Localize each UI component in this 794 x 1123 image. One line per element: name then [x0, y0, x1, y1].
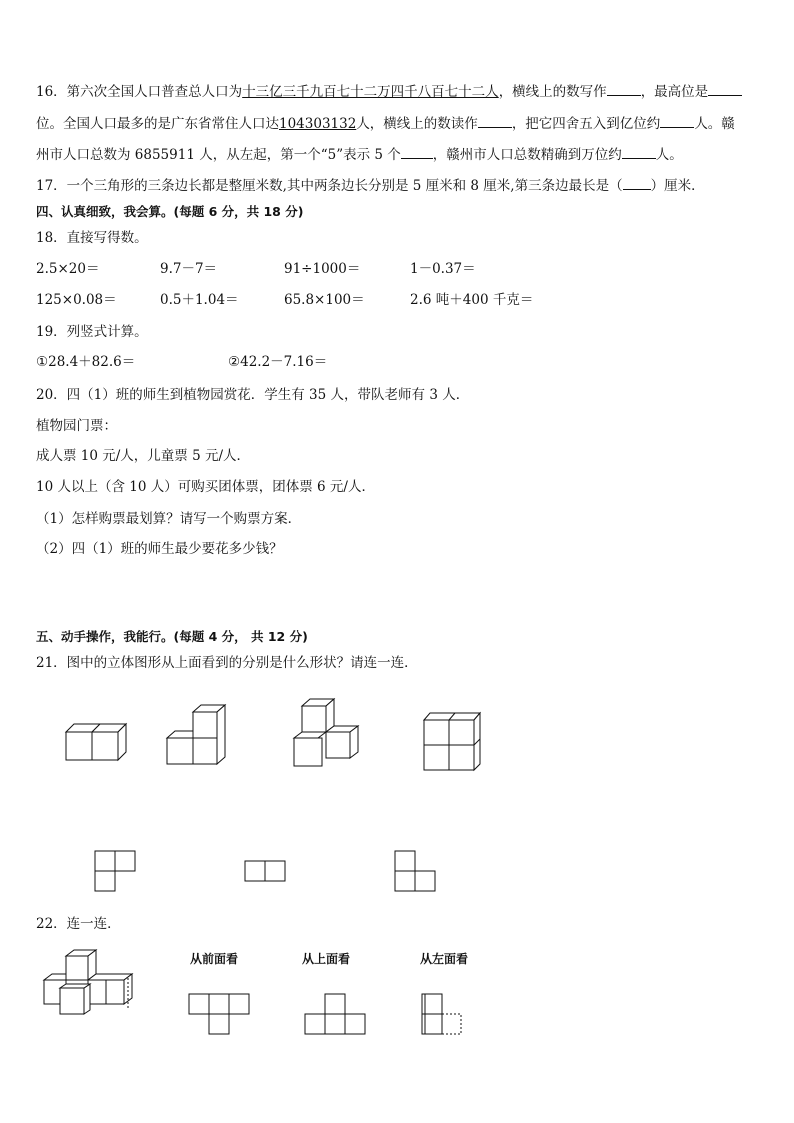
q20-line4: 10 人以上（含 10 人）可购买团体票，团体票 6 元/人． — [36, 479, 375, 495]
answer-blank[interactable] — [401, 144, 433, 159]
q18-title: 18．直接写得数。 — [36, 230, 148, 246]
q20-sub1: （1）怎样购票最划算？请写一个购票方案． — [36, 511, 302, 527]
q20-line3: 成人票 10 元/人，儿童票 5 元/人． — [36, 448, 251, 464]
q20-line1: 20．四（1）班的师生到植物园赏花．学生有 35 人，带队老师有 3 人． — [36, 387, 470, 403]
q22-top-view — [304, 993, 368, 1035]
answer-blank[interactable] — [708, 81, 742, 96]
q19-problem-1: ①28.4＋82.6＝ — [36, 354, 136, 370]
q17-line: 17．一个三角形的三条边长都是整厘米数,其中两条边长分别是 5 厘米和 8 厘米,第三条边最长是（ ）厘米． — [36, 175, 705, 196]
answer-blank[interactable] — [478, 113, 512, 128]
q21-solid-figure-2 — [163, 702, 229, 768]
q18-item: 2.6 吨＋400 千克＝ — [410, 292, 534, 308]
view-label-left: 从左面看 — [420, 952, 469, 966]
q18-item: 91÷1000＝ — [284, 261, 361, 277]
q21-title: 21．图中的立体图形从上面看到的分别是什么形状？请连一连． — [36, 655, 418, 671]
q18-item: 0.5＋1.04＝ — [160, 292, 239, 308]
section-5-heading: 五、动手操作，我能行。(每题 4 分， 共 12 分) — [36, 629, 308, 644]
answer-blank[interactable] — [660, 113, 694, 128]
q16-line3: 州市人口总数为 6855911 人，从左起，第一个“5”表示 5 个 ，赣州市人口总数精确到万位约 人。 — [36, 144, 683, 165]
q20-sub2: （2）四（1）班的师生最少要花多少钱？ — [36, 541, 283, 557]
answer-blank[interactable] — [623, 175, 651, 190]
q18-item: 1－0.37＝ — [410, 261, 476, 277]
q22-solid-figure — [40, 948, 136, 1018]
q18-item: 65.8×100＝ — [284, 292, 365, 308]
q19-title: 19．列竖式计算。 — [36, 324, 148, 340]
q16-line2: 位。全国人口最多的是广东省常住人口达104303132人，横线上的数读作 ，把它四舍五入到亿位约 人。赣 — [36, 113, 735, 134]
q19-problem-2: ②42.2－7.16＝ — [228, 354, 328, 370]
q21-top-view-1 — [94, 850, 136, 892]
q21-top-view-2 — [244, 860, 286, 882]
answer-blank[interactable] — [607, 81, 641, 96]
q21-top-view-3 — [394, 850, 436, 892]
q21-solid-figure-4 — [418, 710, 486, 774]
q18-item: 2.5×20＝ — [36, 261, 100, 277]
section-4-heading: 四、认真细致，我会算。(每题 6 分，共 18 分) — [36, 204, 304, 219]
view-label-top: 从上面看 — [302, 952, 351, 966]
q22-front-view — [188, 993, 252, 1035]
q18-item: 125×0.08＝ — [36, 292, 117, 308]
q18-item: 9.7－7＝ — [160, 261, 218, 277]
q21-solid-figure-3 — [290, 696, 364, 768]
answer-blank[interactable] — [622, 144, 656, 159]
q22-left-view — [421, 993, 465, 1037]
q21-solid-figure-1 — [60, 718, 130, 764]
q16-line1: 16．第六次全国人口普查总人口为十三亿三千九百七十二万四千八百七十二人，横线上的数写作 ，最高位是 — [36, 81, 742, 102]
q22-title: 22．连一连． — [36, 916, 121, 932]
view-label-front: 从前面看 — [190, 952, 239, 966]
q20-line2: 植物园门票： — [36, 418, 117, 434]
